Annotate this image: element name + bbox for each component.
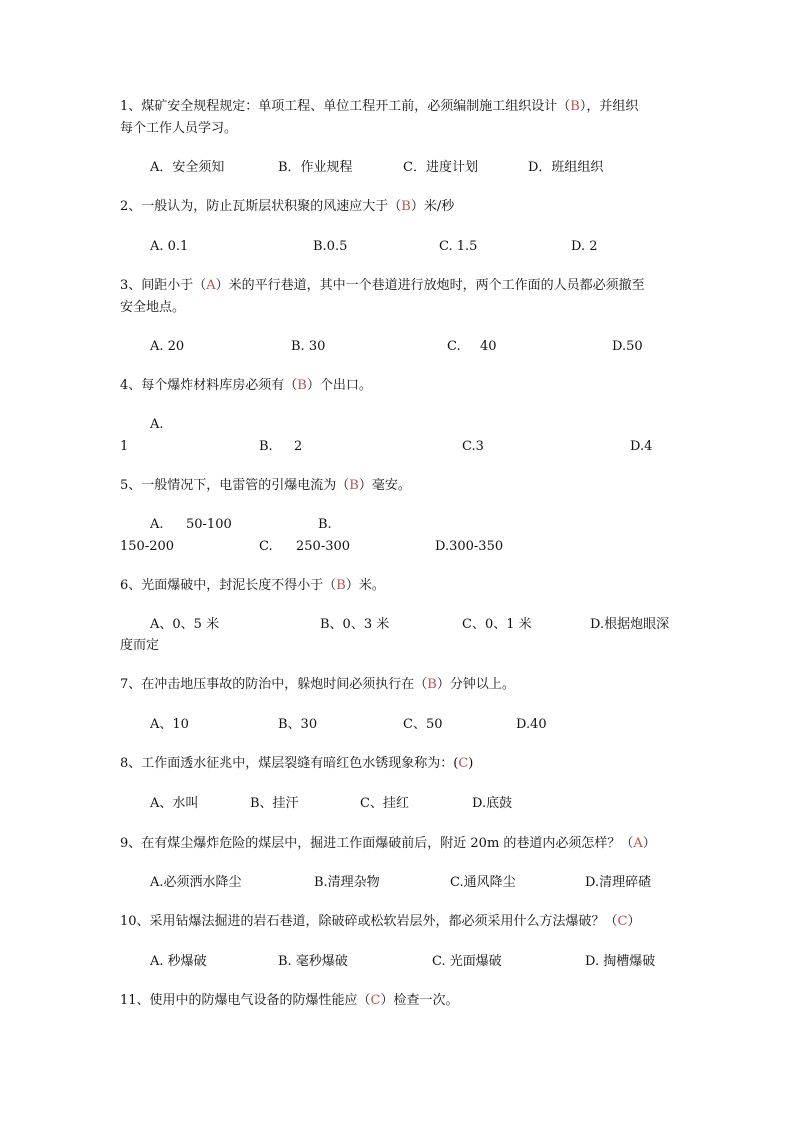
question-text: ）米的平行巷道，其中一个巷道进行放炮时，两个工作面的人员都必须撤至 (215, 278, 645, 293)
question-7-options (0, 716, 793, 734)
question-text: ） (642, 836, 656, 851)
question-text: 3、间距小于（ (120, 278, 207, 293)
option-c: C、0、1 米 (462, 617, 532, 632)
question-11 (120, 992, 459, 1010)
question-1 (120, 98, 638, 116)
question-text: 9、在有煤尘爆炸危险的煤层中，掘进工作面爆破前后，附近 20m 的巷道内必须怎样？（ (120, 836, 634, 851)
option-d: D.根据炮眼深 (590, 617, 670, 632)
option-b: B．作业规程 (278, 160, 353, 175)
option-a: A、0、5 米 (150, 617, 220, 632)
answer-letter: B (570, 99, 580, 114)
question-text: ）米。 (345, 578, 385, 593)
option-b: B. (259, 439, 273, 454)
question-2 (120, 198, 454, 216)
answer-letter: B (349, 478, 359, 493)
option-b: B.清理杂物 (314, 875, 380, 890)
option-b-value: 150-200 (120, 539, 175, 554)
option-a: A．安全须知 (150, 160, 225, 175)
option-b: B. 毫秒爆破 (278, 954, 348, 969)
question-5-options-row1 (0, 516, 793, 534)
question-5-options-row2 (0, 538, 793, 556)
question-text: ）个出口。 (306, 378, 372, 393)
option-d: D.300-350 (435, 539, 504, 554)
question-text: ）检查一次。 (380, 993, 459, 1008)
question-9-options (0, 874, 793, 892)
option-b-value: 2 (294, 439, 303, 454)
question-text: 6、光面爆破中，封泥长度不得小于（ (120, 578, 337, 593)
question-6-options-cont: 度而定 (120, 638, 160, 653)
option-d: D.50 (612, 339, 643, 354)
option-a: A. (150, 517, 164, 532)
question-8-options (0, 795, 793, 813)
question-text: 10、采用钻爆法掘进的岩石巷道，除破碎或松软岩层外，都必须采用什么方法爆破？（ (120, 914, 618, 929)
question-text: ) (468, 756, 474, 771)
option-a-value: 50-100 (186, 517, 232, 532)
option-a: A. 0.1 (150, 239, 189, 254)
question-1-line2: 每个工作人员学习。 (120, 121, 238, 136)
option-a: A、10 (150, 717, 189, 732)
option-b: B. 30 (291, 339, 326, 354)
option-a: A. (150, 417, 164, 432)
question-text: ）米/秒 (410, 199, 455, 214)
option-b: B.0.5 (313, 239, 348, 254)
option-a: A. 20 (150, 339, 185, 354)
option-c: C.3 (462, 439, 484, 454)
option-d: D.4 (630, 439, 653, 454)
question-7 (120, 676, 515, 694)
answer-letter: B (297, 378, 307, 393)
question-6 (120, 577, 385, 595)
option-c: C、50 (403, 717, 443, 732)
question-2-options (0, 238, 793, 256)
option-c-value: 250-300 (296, 539, 351, 554)
option-c: C. (259, 539, 273, 554)
answer-letter: A (206, 278, 216, 293)
option-c: C. (447, 339, 461, 354)
option-c: C、挂红 (360, 796, 409, 811)
question-text: 2、一般认为，防止瓦斯层状积聚的风速应大于（ (120, 199, 402, 214)
option-c-value: 40 (480, 339, 497, 354)
question-text: 4、每个爆炸材料库房必须有（ (120, 378, 298, 393)
question-3-line2: 安全地点。 (120, 300, 186, 315)
question-4-options-row1 (0, 416, 793, 434)
question-6-options (0, 616, 793, 634)
question-8 (120, 755, 473, 773)
option-d: D.底鼓 (472, 796, 513, 811)
option-b: B、30 (278, 717, 318, 732)
question-10-options (0, 953, 793, 971)
question-3 (120, 277, 645, 295)
answer-letter: A (633, 836, 643, 851)
question-3-options (0, 338, 793, 356)
question-text: 1、煤矿安全规程规定：单项工程、单位工程开工前，必须编制施工组织设计（ (120, 99, 571, 114)
option-a: A. 秒爆破 (150, 954, 207, 969)
answer-letter: B (427, 677, 437, 692)
option-b: B、0、3 米 (320, 617, 390, 632)
question-1-options (0, 159, 793, 177)
option-c: C. 光面爆破 (432, 954, 502, 969)
option-a-value: 1 (120, 439, 129, 454)
question-10 (120, 913, 641, 931)
option-c: C.通风降尘 (450, 875, 516, 890)
option-b: B、挂汗 (250, 796, 299, 811)
option-a: A.必须洒水降尘 (150, 875, 242, 890)
question-4-options-row2 (0, 438, 793, 456)
option-c: C. 1.5 (439, 239, 478, 254)
question-text: 11、使用中的防爆电气设备的防爆性能应（ (120, 993, 371, 1008)
option-c: C．进度计划 (403, 160, 478, 175)
question-text: ） (627, 914, 641, 929)
question-text: ）分钟以上。 (436, 677, 515, 692)
question-text: ），并组织 (579, 99, 639, 114)
answer-letter: C (458, 756, 469, 771)
option-d: D.40 (516, 717, 547, 732)
question-text: ）毫安。 (358, 478, 411, 493)
question-text: 8、工作面透水征兆中，煤层裂缝有暗红色水锈现象称为：( (120, 756, 459, 771)
question-5 (120, 477, 411, 495)
option-d: D．班组组织 (528, 160, 604, 175)
answer-letter: B (401, 199, 411, 214)
option-b: B. (318, 517, 332, 532)
option-a: A、水叫 (150, 796, 199, 811)
question-9 (120, 835, 656, 853)
question-text: 7、在冲击地压事故的防治中，躲炮时间必须执行在（ (120, 677, 428, 692)
option-d: D.清理碎碴 (585, 875, 652, 890)
option-d: D. 掏槽爆破 (585, 954, 656, 969)
answer-letter: C (370, 993, 381, 1008)
question-4 (120, 377, 372, 395)
option-d: D. 2 (571, 239, 598, 254)
question-text: 5、一般情况下，电雷管的引爆电流为（ (120, 478, 350, 493)
answer-letter: B (336, 578, 346, 593)
answer-letter: C (617, 914, 628, 929)
